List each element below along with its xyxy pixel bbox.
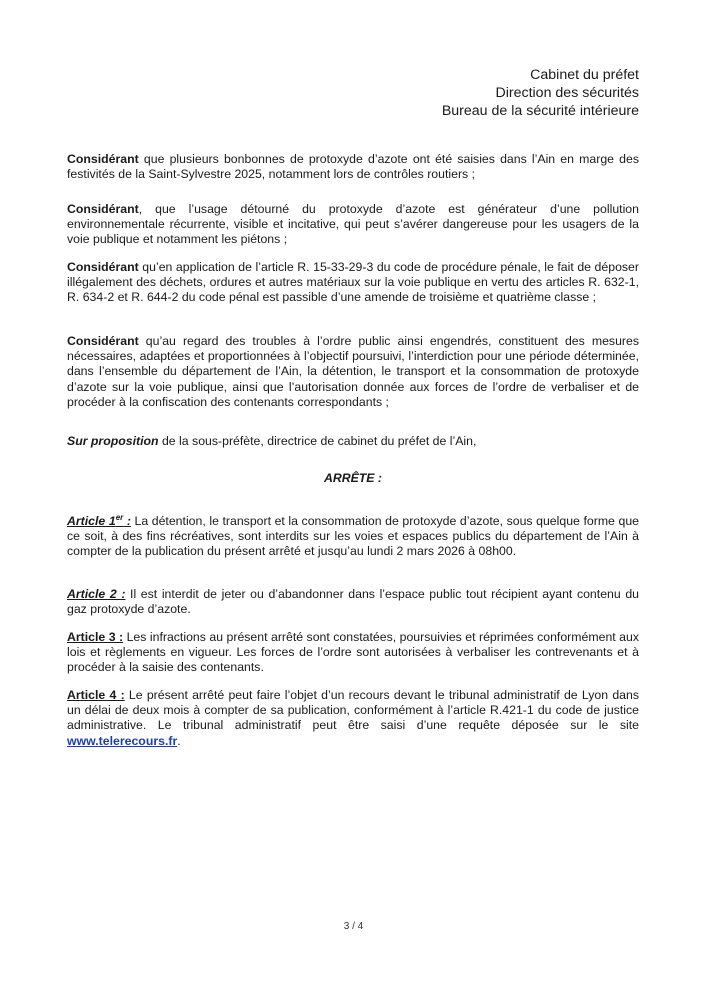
considerant-2 <box>67 202 639 248</box>
considerant-text: , que l’usage détourné du protoxyde d’azote est générateur d’une pollution environnementale récurrente, visible et incitative, qui peut s’avérer dangereuse pour les usagers de la voie publique et notamment les piétons ; <box>67 202 639 247</box>
issuing-office-header <box>442 66 639 120</box>
article-3-text: Les infractions au présent arrêté sont constatées, poursuivies et réprimées conformément aux lois et règlements en vigueur. Les forces de l’ordre sont autorisées à verbaliser les contrevenants et à procéder à la saisie des contenants. <box>67 630 639 675</box>
considerant-text: qu’en application de l’article R. 15-33-29-3 du code de procédure pénale, le fait de déposer illégalement des déchets, ordures et autres matériaux sur la voie publique en vertu des articles R. 632-1, R. 634-2 et R. 644-2 du code pénal est passible d’une amende de troisième et quatrième classe ; <box>67 260 639 305</box>
article-4-label: Article 4 : <box>67 688 125 702</box>
considerant-1 <box>67 152 639 182</box>
considerant-4 <box>67 334 639 410</box>
page-number: 3 / 4 <box>343 921 364 932</box>
proposition-text: de la sous-préfète, directrice de cabinet du préfet de l’Ain, <box>158 434 477 448</box>
article-3-label: Article 3 : <box>67 630 124 644</box>
article-4 <box>67 688 639 749</box>
article-1-label: Article 1er : <box>67 512 131 528</box>
article-4-text: Le présent arrêté peut faire l’objet d’un recours devant le tribunal administratif de Lyon dans un délai de deux mois à compter de sa publication, conformément à l’article R.421-1 du code de justice administrative. Le tribunal administratif peut être saisi d’une requête déposée sur le site <box>67 688 639 733</box>
considerant-lead: Considérant <box>67 152 139 166</box>
proposition <box>67 434 639 449</box>
article-2 <box>67 587 639 617</box>
article-1 <box>67 514 639 560</box>
considerant-text: que plusieurs bonbonnes de protoxyde d’azote ont été saisies dans l’Ain en marge des festivités de la Saint-Sylvestre 2025, notamment lors de contrôles routiers ; <box>67 152 639 182</box>
arrete-title: ARRÊTE : <box>323 471 383 485</box>
considerant-lead: Considérant <box>67 334 139 348</box>
article-1-text: La détention, le transport et la consommation de protoxyde d’azote, sous quelque forme que ce soit, à des fins récréatives, sont interdits sur les voies et espaces publics du département de l’Ain à compter de la publication du présent arrêté et jusqu’au lundi 2 mars 2026 à 08h00. <box>67 514 639 559</box>
article-4-end: . <box>177 733 181 748</box>
header-cabinet: Cabinet du préfet <box>530 67 639 83</box>
telerecours-link[interactable]: www.telerecours.fr <box>67 733 178 748</box>
considerant-lead: Considérant <box>67 202 139 216</box>
article-2-label: Article 2 : <box>67 587 126 601</box>
header-direction: Direction des sécurités <box>495 85 639 101</box>
proposition-lead: Sur proposition <box>67 434 159 448</box>
header-bureau: Bureau de la sécurité intérieure <box>441 103 639 119</box>
considerant-lead: Considérant <box>67 260 139 274</box>
article-3 <box>67 630 639 676</box>
considerant-3 <box>67 260 639 306</box>
considerant-text: qu’au regard des troubles à l’ordre public ainsi engendrés, constituent des mesures nécessaires, adaptées et proportionnées à l’objectif poursuivi, l’interdiction pour une période déterminée, dans l’ensemble du département de l’Ain, la détention, le transport et la consommation de protoxyde d’azote sur la voie publique, ainsi que l’autorisation donnée aux forces de l’ordre de verbaliser et de procéder à la confiscation des contenants correspondants ; <box>67 334 639 409</box>
article-2-text: Il est interdit de jeter ou d’abandonner dans l’espace public tout récipient ayant contenu du gaz protoxyde d’azote. <box>67 587 639 617</box>
